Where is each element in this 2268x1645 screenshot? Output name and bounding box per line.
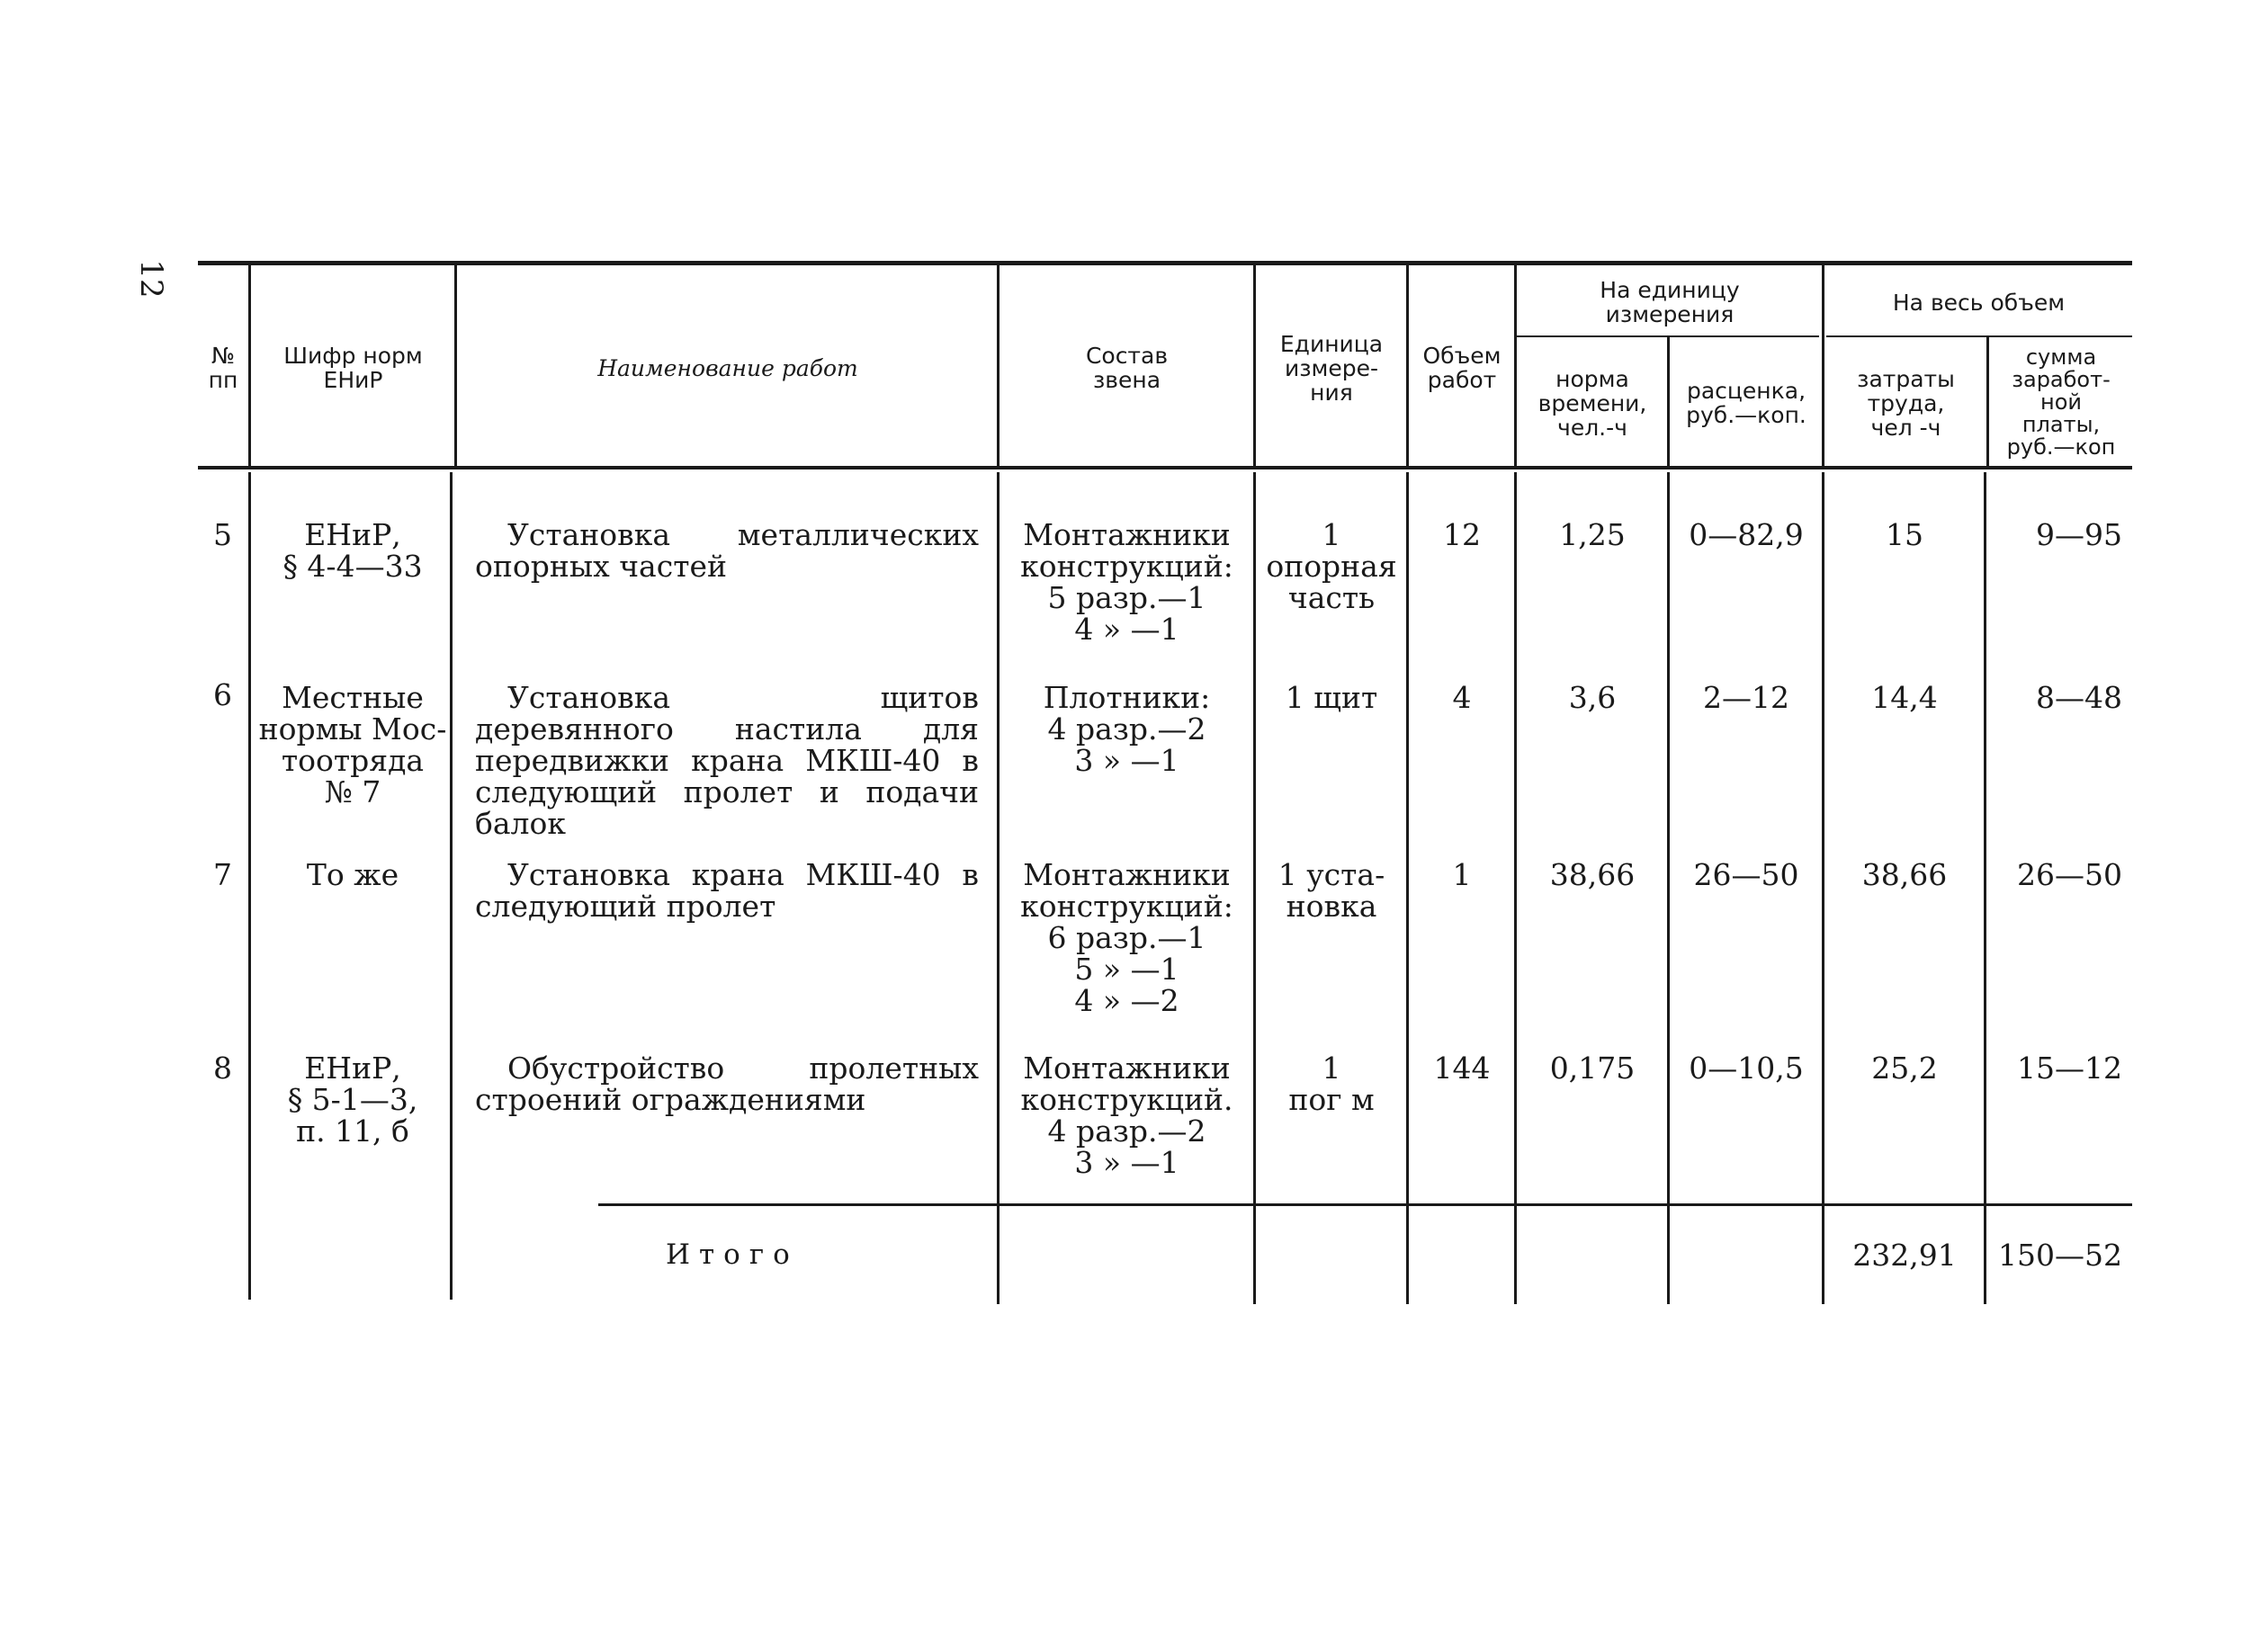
row-7-num: 7 — [213, 857, 232, 892]
row-7-volume: 1 — [1452, 857, 1472, 892]
header-divider — [1514, 265, 1517, 466]
header-divider — [248, 265, 251, 466]
header-unit: Единица измере- ния — [1279, 330, 1384, 406]
row-8-pay-sum: 15—12 — [2017, 1050, 2122, 1086]
row-8-code: ЕНиР, § 5-1—3, п. 11, б — [287, 1050, 418, 1149]
row-8-unit: 1 пог м — [1288, 1050, 1375, 1117]
row-6-volume: 4 — [1452, 680, 1472, 715]
row-6-unit: 1 щит — [1285, 680, 1378, 715]
total-label: Итого — [666, 1238, 799, 1271]
total-pay-sum: 150—52 — [1998, 1238, 2122, 1273]
row-8-norm-time: 0,175 — [1549, 1050, 1636, 1086]
row-6-code: Местные нормы Мос- тоотряда № 7 — [258, 680, 447, 809]
row-5-pay-sum: 9—95 — [2036, 517, 2122, 552]
row-5-unit: 1 опорная часть — [1266, 517, 1397, 615]
row-8-crew: Монтажники конструкций. 4 разр.—2 3 » —1 — [1020, 1050, 1233, 1180]
header-bottom-rule — [198, 466, 2132, 469]
table-top-rule — [198, 261, 2132, 265]
body-divider — [248, 472, 251, 1300]
header-divider — [1822, 265, 1824, 466]
total-rule — [598, 1203, 2132, 1206]
row-5-code: ЕНиР, § 4-4—33 — [282, 517, 423, 584]
header-subdivider — [1667, 337, 1670, 466]
header-subgroup-rule-total — [1826, 335, 2132, 337]
row-5-labor: 15 — [1886, 517, 1923, 552]
row-7-crew: Монтажники конструкций: 6 разр.—1 5 » —1 4 » —2 — [1020, 857, 1233, 1018]
row-7-rate: 26—50 — [1693, 857, 1799, 892]
page-number: 12 — [133, 259, 169, 299]
header-divider — [1406, 265, 1409, 466]
header-num: № пп — [208, 343, 238, 393]
header-divider — [454, 265, 457, 466]
row-7-labor: 38,66 — [1861, 857, 1948, 892]
header-crew: Состав звена — [1085, 343, 1169, 393]
row-6-pay-sum: 8—48 — [2036, 680, 2122, 715]
header-divider — [1253, 265, 1256, 466]
header-labor: затраты труда, чел -ч — [1857, 365, 1955, 441]
row-7-work-name: Установка крана МКШ-40 в следующий пролет — [475, 857, 979, 924]
row-7-unit: 1 уста- новка — [1277, 857, 1385, 924]
row-7-pay-sum: 26—50 — [2017, 857, 2122, 892]
header-work-name: Наименование работ — [597, 354, 858, 381]
header-code: Шифр норм ЕНиР — [283, 343, 423, 393]
row-6-num: 6 — [213, 677, 232, 712]
header-per-unit-group: На единицу измерения — [1600, 277, 1740, 327]
header-total-group: На весь объем — [1892, 289, 2066, 316]
header-divider — [997, 265, 1000, 466]
row-6-work-name: Установка щитов деревянного настила для передвижки крана МКШ-40 в следующий пролет и подачи балок — [475, 680, 979, 841]
row-8-num: 8 — [213, 1050, 232, 1086]
row-8-rate: 0—10,5 — [1689, 1050, 1804, 1086]
row-8-volume: 144 — [1433, 1050, 1491, 1086]
total-labor: 232,91 — [1852, 1238, 1957, 1273]
row-8-work-name: Обустройство пролетных строений ограждениями — [475, 1050, 979, 1117]
row-7-code: То же — [306, 857, 399, 892]
header-pay-sum: сумма заработ- ной платы, руб.—коп — [2006, 344, 2116, 460]
row-5-crew: Монтажники конструкций: 5 разр.—1 4 » —1 — [1020, 517, 1233, 647]
row-6-rate: 2—12 — [1703, 680, 1789, 715]
row-6-crew: Плотники: 4 разр.—2 3 » —1 — [1043, 680, 1211, 778]
row-8-labor: 25,2 — [1871, 1050, 1938, 1086]
row-6-labor: 14,4 — [1871, 680, 1938, 715]
body-divider — [1514, 472, 1517, 1304]
header-subdivider — [1986, 337, 1989, 466]
body-divider — [1984, 472, 1986, 1304]
row-5-rate: 0—82,9 — [1689, 517, 1804, 552]
header-volume: Объем работ — [1422, 343, 1502, 393]
body-divider — [1822, 472, 1824, 1304]
row-6-norm-time: 3,6 — [1568, 680, 1617, 715]
header-norm-time: норма времени, чел.-ч — [1537, 365, 1647, 441]
body-divider — [1667, 472, 1670, 1304]
row-5-volume: 12 — [1443, 517, 1481, 552]
body-divider — [1253, 472, 1256, 1304]
row-7-norm-time: 38,66 — [1549, 857, 1636, 892]
body-divider — [997, 472, 1000, 1304]
row-5-norm-time: 1,25 — [1559, 517, 1626, 552]
body-divider — [1406, 472, 1409, 1304]
row-5-num: 5 — [213, 517, 232, 552]
row-5-work-name: Установка металлических опорных частей — [475, 517, 979, 584]
header-rate: расценка, руб.—коп. — [1686, 378, 1806, 428]
